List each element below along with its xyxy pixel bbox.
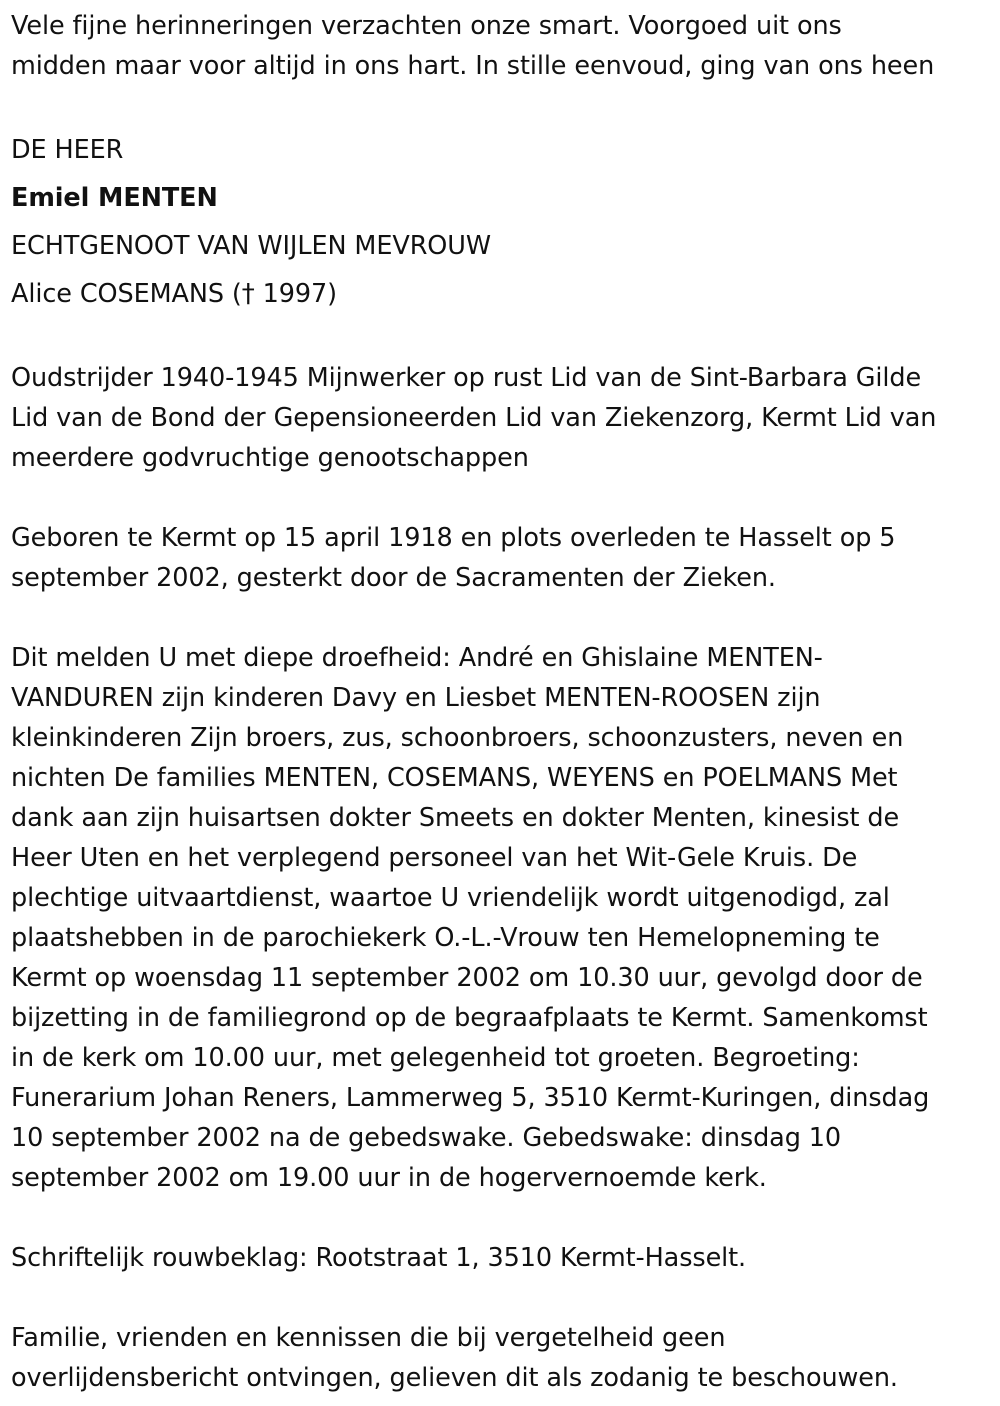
text-line: Heer Uten en het verplegend personeel van het Wit-Gele Kruis. De bbox=[11, 843, 858, 873]
relation-line: ECHTGENOOT VAN WIJLEN MEVROUW bbox=[11, 231, 491, 261]
text-line: Oudstrijder 1940-1945 Mijnwerker op rust Lid van de Sint-Barbara Gilde bbox=[11, 363, 922, 393]
text-line: nichten De families MENTEN, COSEMANS, WEYENS en POELMANS Met bbox=[11, 763, 898, 793]
text-line: Familie, vrienden en kennissen die bij vergetelheid geen bbox=[11, 1323, 726, 1353]
text-line: Dit melden U met diepe droefheid: André en Ghislaine MENTEN- bbox=[11, 643, 823, 673]
text-line: september 2002, gesterkt door de Sacramenten der Zieken. bbox=[11, 563, 776, 593]
text-line: september 2002 om 19.00 uur in de hogervernoemde kerk. bbox=[11, 1163, 767, 1193]
spouse-year: 1997) bbox=[254, 279, 338, 309]
deceased-block bbox=[11, 126, 988, 318]
text-line: Funerarium Johan Reners, Lammerweg 5, 3510 Kermt-Kuringen, dinsdag bbox=[11, 1083, 930, 1113]
text-line: bijzetting in de familiegrond op de begraafplaats te Kermt. Samenkomst bbox=[11, 1003, 928, 1033]
intro-paragraph bbox=[11, 6, 988, 86]
condolences-paragraph bbox=[11, 1238, 988, 1278]
deceased-name: Emiel MENTEN bbox=[11, 183, 218, 213]
spouse-line bbox=[11, 270, 988, 318]
text-line: kleinkinderen Zijn broers, zus, schoonbroers, schoonzusters, neven en bbox=[11, 723, 904, 753]
text-line: Geboren te Kermt op 15 april 1918 en plots overleden te Hasselt op 5 bbox=[11, 523, 896, 553]
spouse-name: Alice COSEMANS ( bbox=[11, 279, 242, 309]
closing-paragraph bbox=[11, 1318, 988, 1398]
text-line: Kermt op woensdag 11 september 2002 om 10.30 uur, gevolgd door de bbox=[11, 963, 923, 993]
text-line: plaatshebben in de parochiekerk O.-L.-Vrouw ten Hemelopneming te bbox=[11, 923, 880, 953]
text-line: in de kerk om 10.00 uur, met gelegenheid tot groeten. Begroeting: bbox=[11, 1043, 860, 1073]
text-line: overlijdensbericht ontvingen, gelieven dit als zodanig te beschouwen. bbox=[11, 1363, 898, 1393]
text-line: plechtige uitvaartdienst, waartoe U vriendelijk wordt uitgenodigd, zal bbox=[11, 883, 890, 913]
text-line: VANDUREN zijn kinderen Davy en Liesbet MENTEN-ROOSEN zijn bbox=[11, 683, 821, 713]
memberships-paragraph bbox=[11, 358, 988, 478]
birth-death-paragraph bbox=[11, 518, 988, 598]
text-line: Schriftelijk rouwbeklag: Rootstraat 1, 3510 Kermt-Hasselt. bbox=[11, 1243, 747, 1273]
text-line: dank aan zijn huisartsen dokter Smeets en dokter Menten, kinesist de bbox=[11, 803, 900, 833]
text-line: Vele fijne herinneringen verzachten onze smart. Voorgoed uit ons bbox=[11, 11, 842, 41]
text-line: midden maar voor altijd in ons hart. In stille eenvoud, ging van ons heen bbox=[11, 51, 935, 81]
honorific: DE HEER bbox=[11, 135, 124, 165]
text-line: Lid van de Bond der Gepensioneerden Lid van Ziekenzorg, Kermt Lid van bbox=[11, 403, 937, 433]
text-line: meerdere godvruchtige genootschappen bbox=[11, 443, 529, 473]
cross-icon: † bbox=[241, 279, 255, 309]
text-line: 10 september 2002 na de gebedswake. Gebedswake: dinsdag 10 bbox=[11, 1123, 842, 1153]
announcement-paragraph bbox=[11, 638, 988, 1198]
